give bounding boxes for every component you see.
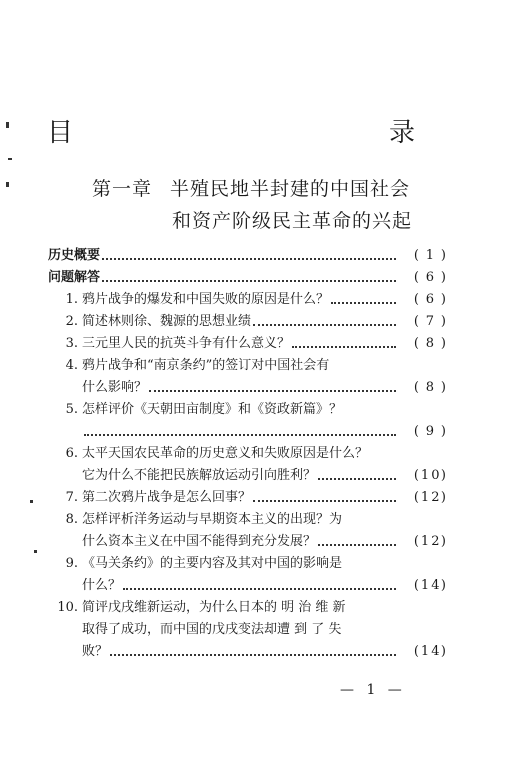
toc-item[interactable] — [48, 597, 448, 619]
toc-item-text: 鸦片战争和“南京条约”的签订对中国社会有 — [82, 358, 330, 373]
toc-page-number: (12) — [413, 490, 448, 505]
toc-item-text: 简述林则徐、魏源的思想业绩 — [82, 314, 252, 329]
toc-item[interactable] — [48, 311, 448, 333]
toc-item-number: 10. — [57, 600, 78, 615]
dot-leader — [110, 654, 396, 656]
scan-mark — [30, 500, 33, 503]
toc-page-number: ( 1 ) — [413, 248, 448, 263]
scan-mark — [34, 550, 37, 553]
toc-page-number: ( 8 ) — [413, 336, 448, 351]
toc-page-number: ( 7 ) — [413, 314, 448, 329]
toc-page-number: (10) — [413, 468, 448, 483]
toc-item-text: 问题解答 — [48, 270, 101, 285]
chapter-heading — [92, 174, 410, 201]
toc-item-continued[interactable] — [48, 377, 448, 399]
dot-leader — [292, 346, 396, 348]
dot-leader — [123, 588, 396, 590]
toc-item-text: 什么影响？ — [82, 380, 148, 395]
toc-item-text: 太平天国农民革命的历史意义和失败原因是什么？ — [82, 446, 369, 461]
toc-item-number: 1. — [65, 292, 78, 307]
toc-item-number: 2. — [65, 314, 78, 329]
toc-item-number: 9. — [65, 556, 78, 571]
dot-leader — [331, 302, 396, 304]
toc-item-text: 第二次鸦片战争是怎么回事？ — [82, 490, 252, 505]
toc-item[interactable] — [48, 553, 448, 575]
toc-item[interactable] — [48, 355, 448, 377]
dot-leader — [102, 258, 396, 260]
toc-item-text: 怎样评价《天朝田亩制度》和《资政新篇》？ — [82, 402, 343, 417]
dot-leader — [102, 280, 396, 282]
toc-item-text: 简评戊戌维新运动，为什么日本的 明 治 维 新 — [82, 600, 346, 615]
toc-item-number: 5. — [65, 402, 78, 417]
toc-page-number: ( 9 ) — [413, 424, 448, 439]
scan-mark — [6, 182, 9, 187]
toc-item-text: 败？ — [82, 644, 109, 659]
toc-item-number: 3. — [65, 336, 78, 351]
toc-page-number: (14) — [413, 578, 448, 593]
toc-item[interactable] — [48, 333, 448, 355]
toc-item-text: 它为什么不能把民族解放运动引向胜利？ — [82, 468, 317, 483]
page-title: 目 录 — [46, 118, 503, 148]
toc-item-number: 6. — [65, 446, 78, 461]
toc-item-text: 历史概要 — [48, 248, 101, 263]
toc-item-text: 什么？ — [82, 578, 122, 593]
toc-item-text: 鸦片战争的爆发和中国失败的原因是什么？ — [82, 292, 330, 307]
toc-item[interactable] — [48, 443, 448, 465]
dot-leader — [253, 324, 396, 326]
chapter-title-line1: 半殖民地半封建的中国社会 — [170, 178, 411, 200]
toc-item[interactable] — [48, 289, 448, 311]
toc-item[interactable] — [48, 487, 448, 509]
toc-page-number: ( 6 ) — [413, 270, 448, 285]
dot-leader — [318, 478, 396, 480]
toc-item-text: 什么资本主义在中国不能得到充分发展？ — [82, 534, 317, 549]
page-number: — 1 — — [340, 682, 406, 698]
toc-item-number: 7. — [65, 490, 78, 505]
toc-item-continued[interactable] — [48, 531, 448, 553]
toc-item-text: 怎样评析洋务运动与早期资本主义的出现？为 — [82, 512, 343, 527]
toc-item[interactable] — [48, 509, 448, 531]
toc-page-number: (14) — [413, 644, 448, 659]
dot-leader — [84, 434, 396, 436]
dot-leader — [149, 390, 396, 392]
scan-mark — [8, 158, 12, 160]
chapter-label: 第一章 — [92, 178, 153, 200]
toc-item-number: 8. — [65, 512, 78, 527]
toc-item-text: 三元里人民的抗英斗争有什么意义？ — [82, 336, 291, 351]
chapter-title-line2: 和资产阶级民主革命的兴起 — [172, 210, 413, 232]
table-of-contents — [48, 245, 448, 663]
toc-item-continued[interactable] — [48, 619, 448, 641]
toc-item-continued[interactable] — [48, 575, 448, 597]
toc-section[interactable] — [48, 245, 448, 267]
toc-page-number: (12) — [413, 534, 448, 549]
toc-item-number: 4. — [65, 358, 78, 373]
dot-leader — [253, 500, 396, 502]
toc-item-text: 《马关条约》的主要内容及其对中国的影响是 — [82, 556, 343, 571]
dot-leader — [318, 544, 396, 546]
toc-item-continued[interactable] — [48, 465, 448, 487]
toc-item[interactable] — [48, 399, 448, 421]
toc-section[interactable] — [48, 267, 448, 289]
toc-page-number: ( 6 ) — [413, 292, 448, 307]
toc-item-continued[interactable] — [48, 641, 448, 663]
toc-item-text: 取得了成功，而中国的戊戌变法却遭 到 了 失 — [82, 622, 342, 637]
toc-item-continued[interactable] — [48, 421, 448, 443]
toc-page-number: ( 8 ) — [413, 380, 448, 395]
